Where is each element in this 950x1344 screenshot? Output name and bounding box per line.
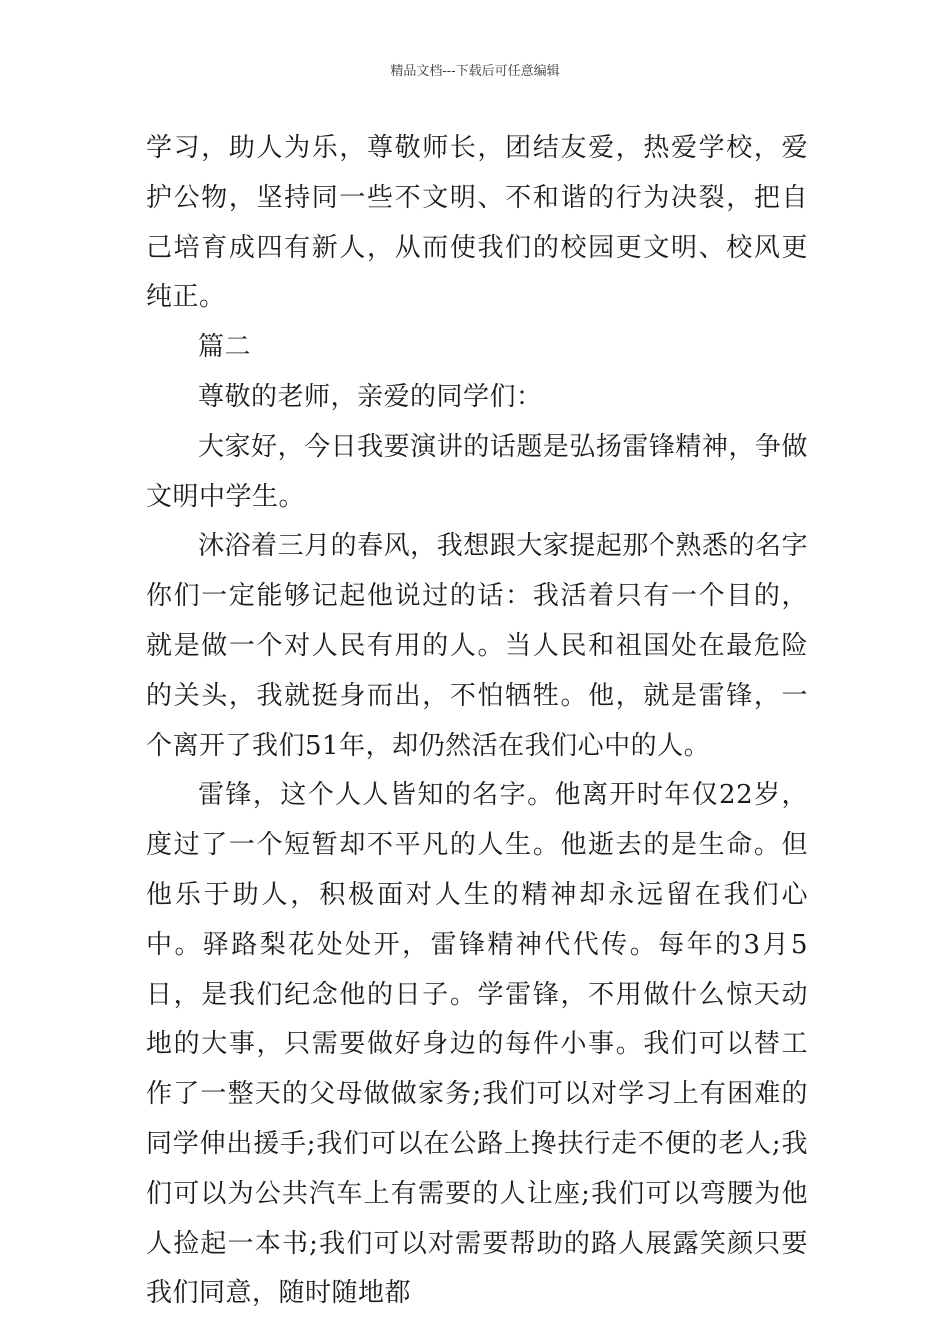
paragraph-continuation: 学习，助人为乐，尊敬师长，团结友爱，热爱学校，爱护公物，坚持同一些不文明、不和谐的行为决裂，把自己培育成四有新人，从而使我们的校园更文明、校风更纯正。 [146,133,808,313]
paragraph-leifeng-spirit: 雷锋，这个人人皆知的名字。他离开时年仅22岁，度过了一个短暂却不平凡的人生。他逝去的是生命。但他乐于助人，积极面对人生的精神却永远留在我们心中。驿路梨花处处开，雷锋精神代代传。每年的3月5日，是我们纪念他的日子。学雷锋，不用做什么惊天动地的大事，只需要做好身边的每件小事。我们可以替工作了一整天的父母做做家务;我们可以对学习上有困难的同学伸出援手;我们可以在公路上搀扶行走不便的老人;我们可以为公共汽车上有需要的人让座;我们可以弯腰为他人捡起一本书;我们可以对需要帮助的路人展露笑颜只要我们同意，随时随地都 [146,780,808,1309]
paragraph-greeting: 大家好，今日我要演讲的话题是弘扬雷锋精神，争做文明中学生。 [146,431,808,512]
paragraph-leifeng-intro: 沐浴着三月的春风，我想跟大家提起那个熟悉的名字你们一定能够记起他说过的话：我活着只有一个目的，就是做一个对人民有用的人。当人民和祖国处在最危险的关头，我就挺身而出，不怕牺牲。他，就是雷锋，一个离开了我们51年，却仍然活在我们心中的人。 [146,531,808,761]
page-header: 精品文档---下载后可任意编辑 [390,64,560,79]
section-heading: 篇二 [198,332,252,363]
document-body [146,124,808,1319]
salutation: 尊敬的老师，亲爱的同学们： [198,381,543,412]
